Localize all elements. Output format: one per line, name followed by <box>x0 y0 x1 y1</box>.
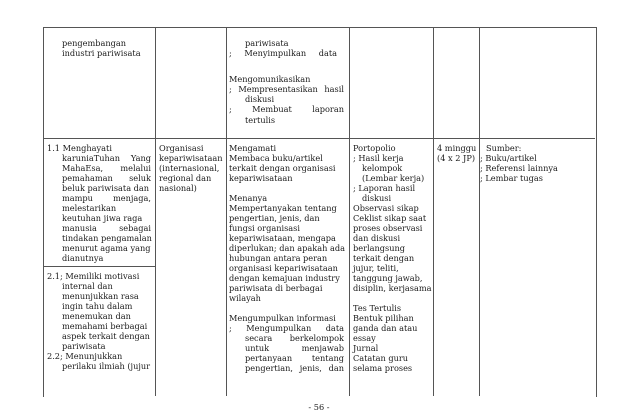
kd-line: memahami berbagai <box>62 321 148 331</box>
kd-line: dianutnya <box>62 253 104 263</box>
penilaian-line: proses observasi <box>353 223 423 233</box>
kd-line: pariwisata <box>62 341 106 351</box>
pembelajaran-line: terkait dengan organisasi <box>229 163 336 173</box>
kd-line: menunjukkan rasa <box>62 291 139 301</box>
column-divider <box>226 27 227 396</box>
kd-line: 2.2; Menunjukkan <box>47 351 123 361</box>
pembelajaran-line: kepariwisataan, mengapa <box>229 233 336 243</box>
pembelajaran-line: pengertian, jenis, dan <box>229 213 320 223</box>
kd-line: pemahaman seluk <box>62 173 151 183</box>
pembelajaran-line: untuk menjawab <box>245 343 344 353</box>
kd-line: internal dan <box>62 281 113 291</box>
column-divider <box>155 27 156 396</box>
pembelajaran-heading: Mengumpulkan informasi <box>229 313 336 323</box>
bullet-line: ; Membuat laporan <box>229 104 344 114</box>
kd-row-divider <box>43 266 155 267</box>
text-line: diskusi <box>245 94 275 104</box>
pembelajaran-line: pengertian, jenis, dan <box>245 363 344 373</box>
materi-line: regional dan <box>159 173 212 183</box>
materi-line: (internasional, <box>159 163 220 173</box>
text-line: pariwisata <box>245 38 289 48</box>
materi-line: Organisasi <box>159 143 204 153</box>
column-divider <box>433 27 434 396</box>
penilaian-line: disiplin, kerjasama <box>353 283 432 293</box>
penilaian-line: Bentuk pilihan <box>353 313 414 323</box>
kd-line: keutuhan jiwa raga <box>62 213 143 223</box>
alokasi-line: 4 minggu <box>437 143 477 153</box>
penilaian-heading: Tes Tertulis <box>353 303 402 313</box>
sumber-heading: Sumber: <box>486 143 522 153</box>
kd-line: ingin tahu dalam <box>62 301 133 311</box>
kd-line: melestarikan <box>62 203 117 213</box>
alokasi-line: (4 x 2 JP) <box>437 153 476 163</box>
penilaian-line: (Lembar kerja) <box>362 173 425 183</box>
penilaian-heading: Jurnal <box>353 343 379 353</box>
penilaian-line: tanggung jawab, <box>353 273 423 283</box>
kd-line: menemukan dan <box>62 311 131 321</box>
penilaian-heading: Portopolio <box>353 143 396 153</box>
kd-line: beluk pariwisata dan <box>62 183 150 193</box>
pembelajaran-line: organisasi kepariwisataan <box>229 263 338 273</box>
kd-line: tindakan pengamalan <box>62 233 152 243</box>
pembelajaran-line: dengan kemajuan industry <box>229 273 340 283</box>
text-line: tertulis <box>245 115 276 125</box>
bullet-line: ; Mengumpulkan data <box>229 323 344 333</box>
penilaian-line: berlangsung <box>353 243 406 253</box>
materi-line: nasional) <box>159 183 197 193</box>
materi-line: kepariwisataan <box>159 153 223 163</box>
penilaian-line: dan diskusi <box>353 233 401 243</box>
kd-line: mampu menjaga, <box>62 193 151 203</box>
kd-line: MahaEsa, melalui <box>62 163 151 173</box>
pembelajaran-line: hubungan antara peran <box>229 253 328 263</box>
text-line: pengembangan <box>62 38 127 48</box>
bullet-line: ; Laporan hasil <box>353 183 416 193</box>
penilaian-line: ganda dan atau <box>353 323 418 333</box>
penilaian-line: selama proses <box>353 363 413 373</box>
kd-line: manusia sebagai <box>62 223 151 233</box>
bullet-line: ; Hasil kerja <box>353 153 404 163</box>
pembelajaran-line: pertanyaan tentang <box>245 353 344 363</box>
penilaian-line: diskusi <box>362 193 392 203</box>
penilaian-line: Catatan guru <box>353 353 409 363</box>
text-line: industri pariwisata <box>62 48 141 58</box>
column-divider <box>479 27 480 396</box>
penilaian-line: terkait dengan <box>353 253 415 263</box>
penilaian-heading: Observasi sikap <box>353 203 419 213</box>
pembelajaran-line: secara berkelompok <box>245 333 344 343</box>
pembelajaran-line: Membaca buku/artikel <box>229 153 323 163</box>
column-divider <box>349 27 350 396</box>
pembelajaran-line: Mempertanyakan tentang <box>229 203 337 213</box>
kd-line: karuniaTuhan Yang <box>62 153 151 163</box>
pembelajaran-heading: Mengamati <box>229 143 277 153</box>
penilaian-line: Ceklist sikap saat <box>353 213 427 223</box>
kd-line: menurut agama yang <box>62 243 151 253</box>
section-heading: Mengomunikasikan <box>229 74 311 84</box>
penilaian-line: kelompok <box>362 163 403 173</box>
bullet-line: ; Referensi lainnya <box>480 163 558 173</box>
pembelajaran-line: fungsi organisasi <box>229 223 301 233</box>
pembelajaran-line: wilayah <box>229 293 261 303</box>
pembelajaran-line: diperlukan; dan apakah ada <box>229 243 345 253</box>
kd-line: perilaku ilmiah (jujur <box>62 361 151 371</box>
kd-line: aspek terkait dengan <box>62 331 150 341</box>
row-divider <box>43 138 595 139</box>
bullet-line: ; Mempresentasikan hasil <box>229 84 344 94</box>
kd-line: 2.1; Memiliki motivasi <box>47 271 140 281</box>
penilaian-line: essay <box>353 333 376 343</box>
penilaian-line: jujur, teliti, <box>353 263 399 273</box>
bullet-line: ; Menyimpulkan data <box>229 48 337 58</box>
pembelajaran-heading: Menanya <box>229 193 268 203</box>
kd-line: 1.1 Menghayati <box>47 143 112 153</box>
pembelajaran-line: pariwisata di berbagai <box>229 283 323 293</box>
bullet-line: ; Lembar tugas <box>480 173 543 183</box>
pembelajaran-line: kepariwisataan <box>229 173 293 183</box>
page-number: - 56 - <box>308 402 330 412</box>
bullet-line: ; Buku/artikel <box>480 153 537 163</box>
